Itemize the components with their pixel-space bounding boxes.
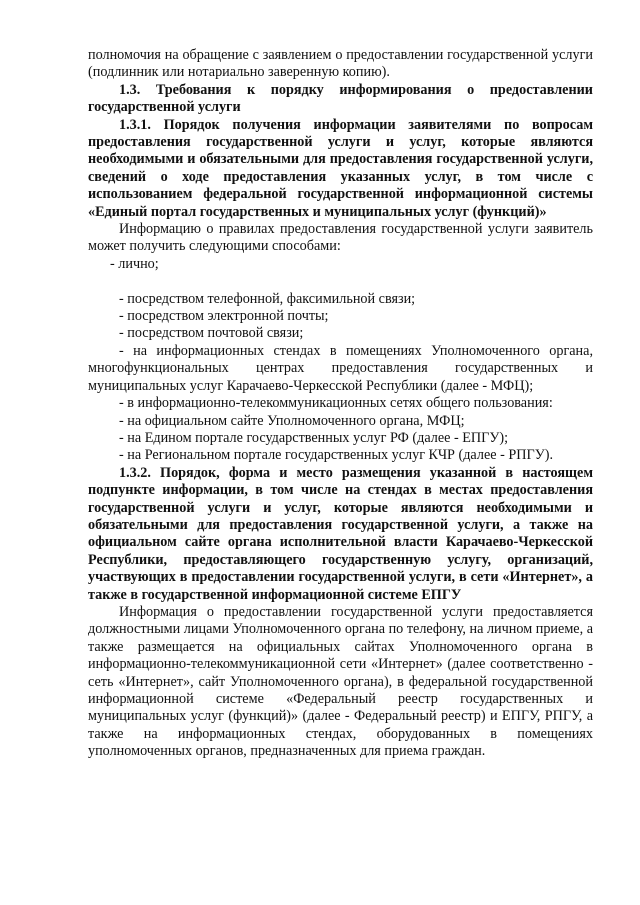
list-item: - на Региональном портале государственных услуг КЧР (далее - РПГУ).: [119, 447, 554, 464]
blank-line: [88, 273, 593, 290]
ways-paragraph: Информацию о правилах предоставления государственной услуги заявитель может получить следующими способами:: [88, 221, 593, 255]
intro-paragraph: полномочия на обращение с заявлением о предоставлении государственной услуги (подлинник или нотариально заверенную копию).: [88, 47, 593, 81]
list-item: - посредством телефонной, факсимильной связи;: [119, 290, 416, 307]
final-paragraph: Информация о предоставлении государственной услуги предоставляется должностными лицами Уполномоченного органа по телефону, на личном приеме, а также размещается на официальных сайтах Уполномоченного органа в информационно-телекоммуникационной сети «Интернет» (далее соответственно - сеть «Интернет», сайт Уполномоченного органа), в федеральной государственной информационной системе «Федеральный реестр государственных и муниципальных услуг (функций)» (далее - Федеральный реестр) и ЕПГУ, РПГУ, а также на информационных стендах, оборудованных в помещениях уполномоченных органов, предназначенных для приема граждан.: [88, 603, 593, 760]
list-item: - на официальном сайте Уполномоченного органа, МФЦ;: [119, 412, 465, 429]
list-item: - посредством почтовой связи;: [119, 325, 304, 342]
list-item: - посредством электронной почты;: [119, 308, 329, 325]
list-item: - в информационно-телекоммуникационных сетях общего пользования:: [119, 395, 553, 412]
subsection-1-heading: 1.3.1. Порядок получения информации заявителями по вопросам предоставления государственной услуги и услуг, которые являются необходимыми и обязательными для предоставления государственной услуги, сведений о ходе предоставления указанных услуг, в том числе с использованием федеральной государственной информационной системы «Единый портал государственных и муниципальных услуг (функций)»: [88, 116, 593, 220]
document-page: [88, 47, 593, 761]
list-item: - на Едином портале государственных услуг РФ (далее - ЕПГУ);: [119, 429, 509, 446]
list-item: - на информационных стендах в помещениях Уполномоченного органа, многофункциональных центрах предоставления государственных и муниципальных услуг Карачаево-Черкесской Республики (далее - МФЦ);: [88, 342, 593, 394]
subsection-2-heading: 1.3.2. Порядок, форма и место размещения указанной в настоящем подпункте информации, в том числе на стендах в местах предоставления государственной услуги и услуг, которые являются необходимыми и обязательными для предоставления государственной услуги, а также на официальном сайте органа исполнительной власти Карачаево-Черкесской Республики, предоставляющего государственную услугу, организаций, участвующих в предоставлении государственной услуги, в сети «Интернет», а также в государственной информационной системе ЕПГУ: [88, 464, 593, 603]
section-heading: 1.3. Требования к порядку информирования о предоставлении государственной услуги: [88, 81, 593, 116]
list-item: - лично;: [110, 255, 159, 272]
